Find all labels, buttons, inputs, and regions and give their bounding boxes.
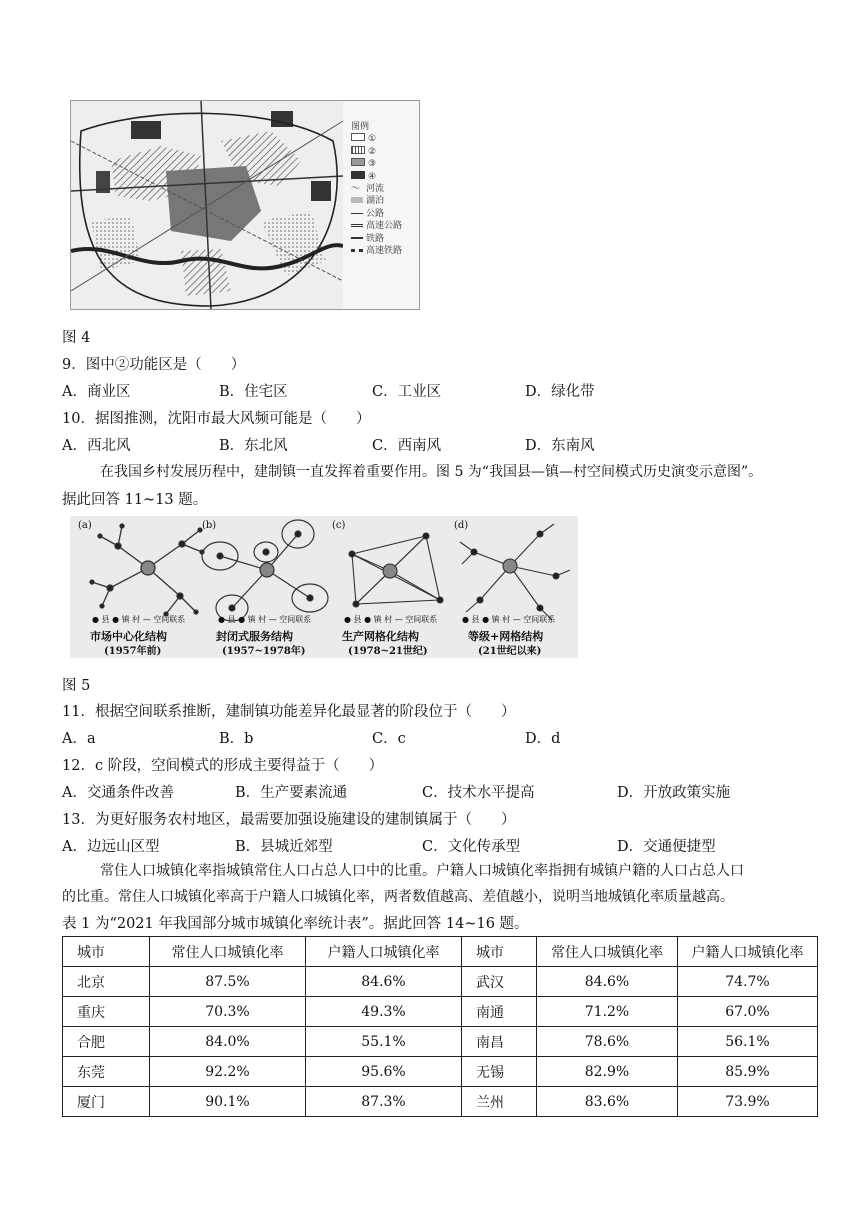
panel-b-legend: ● 县 ● 镇 村 — 空间联系 [218, 615, 312, 624]
value-cell: 70.3% [150, 997, 306, 1027]
value-cell: 67.0% [678, 997, 818, 1027]
legend-item: 公路 [351, 208, 415, 220]
legend-item: ④ [351, 171, 415, 183]
table-row [63, 967, 818, 997]
city-cell: 无锡 [462, 1057, 537, 1087]
q9-option-c: C．工业区 [372, 384, 442, 400]
q13-option-a: A．边远山区型 [62, 839, 160, 855]
panel-d-title: 等级+网格结构 [468, 630, 544, 643]
panel-c-tag: (c) [332, 520, 346, 531]
header-resident-rate: 常住人口城镇化率 [537, 937, 678, 967]
legend-item: 高速铁路 [351, 245, 415, 257]
q10-option-d: D．东南风 [525, 438, 595, 454]
question-13-stem: 13．为更好服务农村地区，最需要加强设施建设的建制镇属于（ ） [62, 812, 516, 828]
value-cell: 85.9% [678, 1057, 818, 1087]
intro-paragraph-2-line1: 在我国乡村发展历程中，建制镇一直发挥着重要作用。图 5 为“我国县—镇—村空间模式历史演变示意图”。 [100, 464, 763, 480]
q13-option-b: B．县城近郊型 [235, 839, 333, 855]
table-row [63, 997, 818, 1027]
figure5-diagram [70, 516, 578, 658]
city-cell: 厦门 [63, 1087, 150, 1117]
panel-b-period: (1957~1978年) [222, 646, 306, 657]
header-household-rate: 户籍人口城镇化率 [678, 937, 818, 967]
panel-a-title: 市场中心化结构 [90, 630, 167, 643]
panel-b-tag: (b) [202, 520, 217, 531]
city-cell: 重庆 [63, 997, 150, 1027]
header-city: 城市 [63, 937, 150, 967]
q13-option-d: D．交通便捷型 [617, 839, 716, 855]
figure4-caption: 图 4 [62, 330, 91, 346]
map-legend [351, 121, 415, 257]
value-cell: 82.9% [537, 1057, 678, 1087]
q12-option-c: C．技术水平提高 [422, 785, 535, 801]
legend-item: ① [351, 133, 415, 145]
value-cell: 90.1% [150, 1087, 306, 1117]
q13-option-c: C．文化传承型 [422, 839, 521, 855]
panel-a-tag: (a) [78, 520, 92, 531]
q10-option-c: C．西南风 [372, 438, 442, 454]
figure5-caption: 图 5 [62, 678, 91, 694]
value-cell: 56.1% [678, 1027, 818, 1057]
value-cell: 84.6% [306, 967, 462, 997]
panel-a-legend: ● 县 ● 镇 村 — 空间联系 [92, 615, 186, 624]
city-cell: 武汉 [462, 967, 537, 997]
q11-option-d: D．d [525, 731, 561, 747]
table-row [63, 1027, 818, 1057]
value-cell: 49.3% [306, 997, 462, 1027]
panel-d-period: (21世纪以来) [478, 646, 542, 657]
figure4-map [70, 100, 420, 310]
table-1 [62, 936, 818, 1117]
q12-option-a: A．交通条件改善 [62, 785, 174, 801]
city-cell: 东莞 [63, 1057, 150, 1087]
value-cell: 78.6% [537, 1027, 678, 1057]
city-cell: 兰州 [462, 1087, 537, 1117]
q9-option-d: D．绿化带 [525, 384, 595, 400]
value-cell: 73.9% [678, 1087, 818, 1117]
question-10-stem: 10．据图推测，沈阳市最大风频可能是（ ） [62, 411, 371, 427]
intro-paragraph-3-line2: 的比重。常住人口城镇化率高于户籍人口城镇化率，两者数值越高、差值越小，说明当地城镇化率质量越高。 [62, 889, 734, 905]
table-row [63, 1057, 818, 1087]
value-cell: 87.3% [306, 1087, 462, 1117]
intro-paragraph-3-line1: 常住人口城镇化率指城镇常住人口占总人口中的比重。户籍人口城镇化率指拥有城镇户籍的人口占总人口 [100, 863, 744, 879]
city-cell: 南昌 [462, 1027, 537, 1057]
value-cell: 55.1% [306, 1027, 462, 1057]
table-row [63, 1087, 818, 1117]
value-cell: 95.6% [306, 1057, 462, 1087]
question-9-stem: 9．图中②功能区是（ ） [62, 357, 246, 373]
q11-option-a: A．a [62, 731, 96, 747]
intro-paragraph-3-line3: 表 1 为“2021 年我国部分城市城镇化率统计表”。据此回答 14~16 题。 [62, 916, 529, 932]
value-cell: 74.7% [678, 967, 818, 997]
intro-paragraph-2-line2: 据此回答 11~13 题。 [62, 492, 208, 508]
q11-option-b: B．b [219, 731, 254, 747]
header-city: 城市 [462, 937, 537, 967]
header-household-rate: 户籍人口城镇化率 [306, 937, 462, 967]
city-cell: 南通 [462, 997, 537, 1027]
value-cell: 92.2% [150, 1057, 306, 1087]
q9-option-b: B．住宅区 [219, 384, 288, 400]
table-header-row [63, 937, 818, 967]
legend-title: 图例 [351, 122, 370, 132]
question-12-stem: 12．c 阶段，空间模式的形成主要得益于（ ） [62, 758, 384, 774]
value-cell: 84.6% [537, 967, 678, 997]
legend-item: ③ [351, 158, 415, 170]
value-cell: 87.5% [150, 967, 306, 997]
legend-item: 湖泊 [351, 195, 415, 207]
legend-item: ② [351, 146, 415, 158]
panel-c-period: (1978~21世纪) [348, 646, 428, 657]
city-cell: 北京 [63, 967, 150, 997]
q11-option-c: C．c [372, 731, 406, 747]
legend-item: 铁路 [351, 233, 415, 245]
value-cell: 84.0% [150, 1027, 306, 1057]
value-cell: 83.6% [537, 1087, 678, 1117]
panel-c-title: 生产网格化结构 [342, 630, 419, 643]
panel-a-period: (1957年前) [104, 646, 162, 657]
legend-item: 〜 河流 [351, 184, 385, 195]
q9-option-a: A．商业区 [62, 384, 131, 400]
q10-option-a: A．西北风 [62, 438, 131, 454]
panel-b-title: 封闭式服务结构 [216, 630, 293, 643]
q12-option-d: D．开放政策实施 [617, 785, 731, 801]
q10-option-b: B．东北风 [219, 438, 288, 454]
value-cell: 71.2% [537, 997, 678, 1027]
q12-option-b: B．生产要素流通 [235, 785, 348, 801]
panel-d-tag: (d) [454, 520, 469, 531]
question-11-stem: 11．根据空间联系推断，建制镇功能差异化最显著的阶段位于（ ） [62, 704, 516, 720]
panel-d-legend: ● 县 ● 镇 村 — 空间联系 [462, 615, 556, 624]
city-cell: 合肥 [63, 1027, 150, 1057]
panel-c-legend: ● 县 ● 镇 村 — 空间联系 [344, 615, 438, 624]
legend-item: 高速公路 [351, 220, 415, 232]
header-resident-rate: 常住人口城镇化率 [150, 937, 306, 967]
